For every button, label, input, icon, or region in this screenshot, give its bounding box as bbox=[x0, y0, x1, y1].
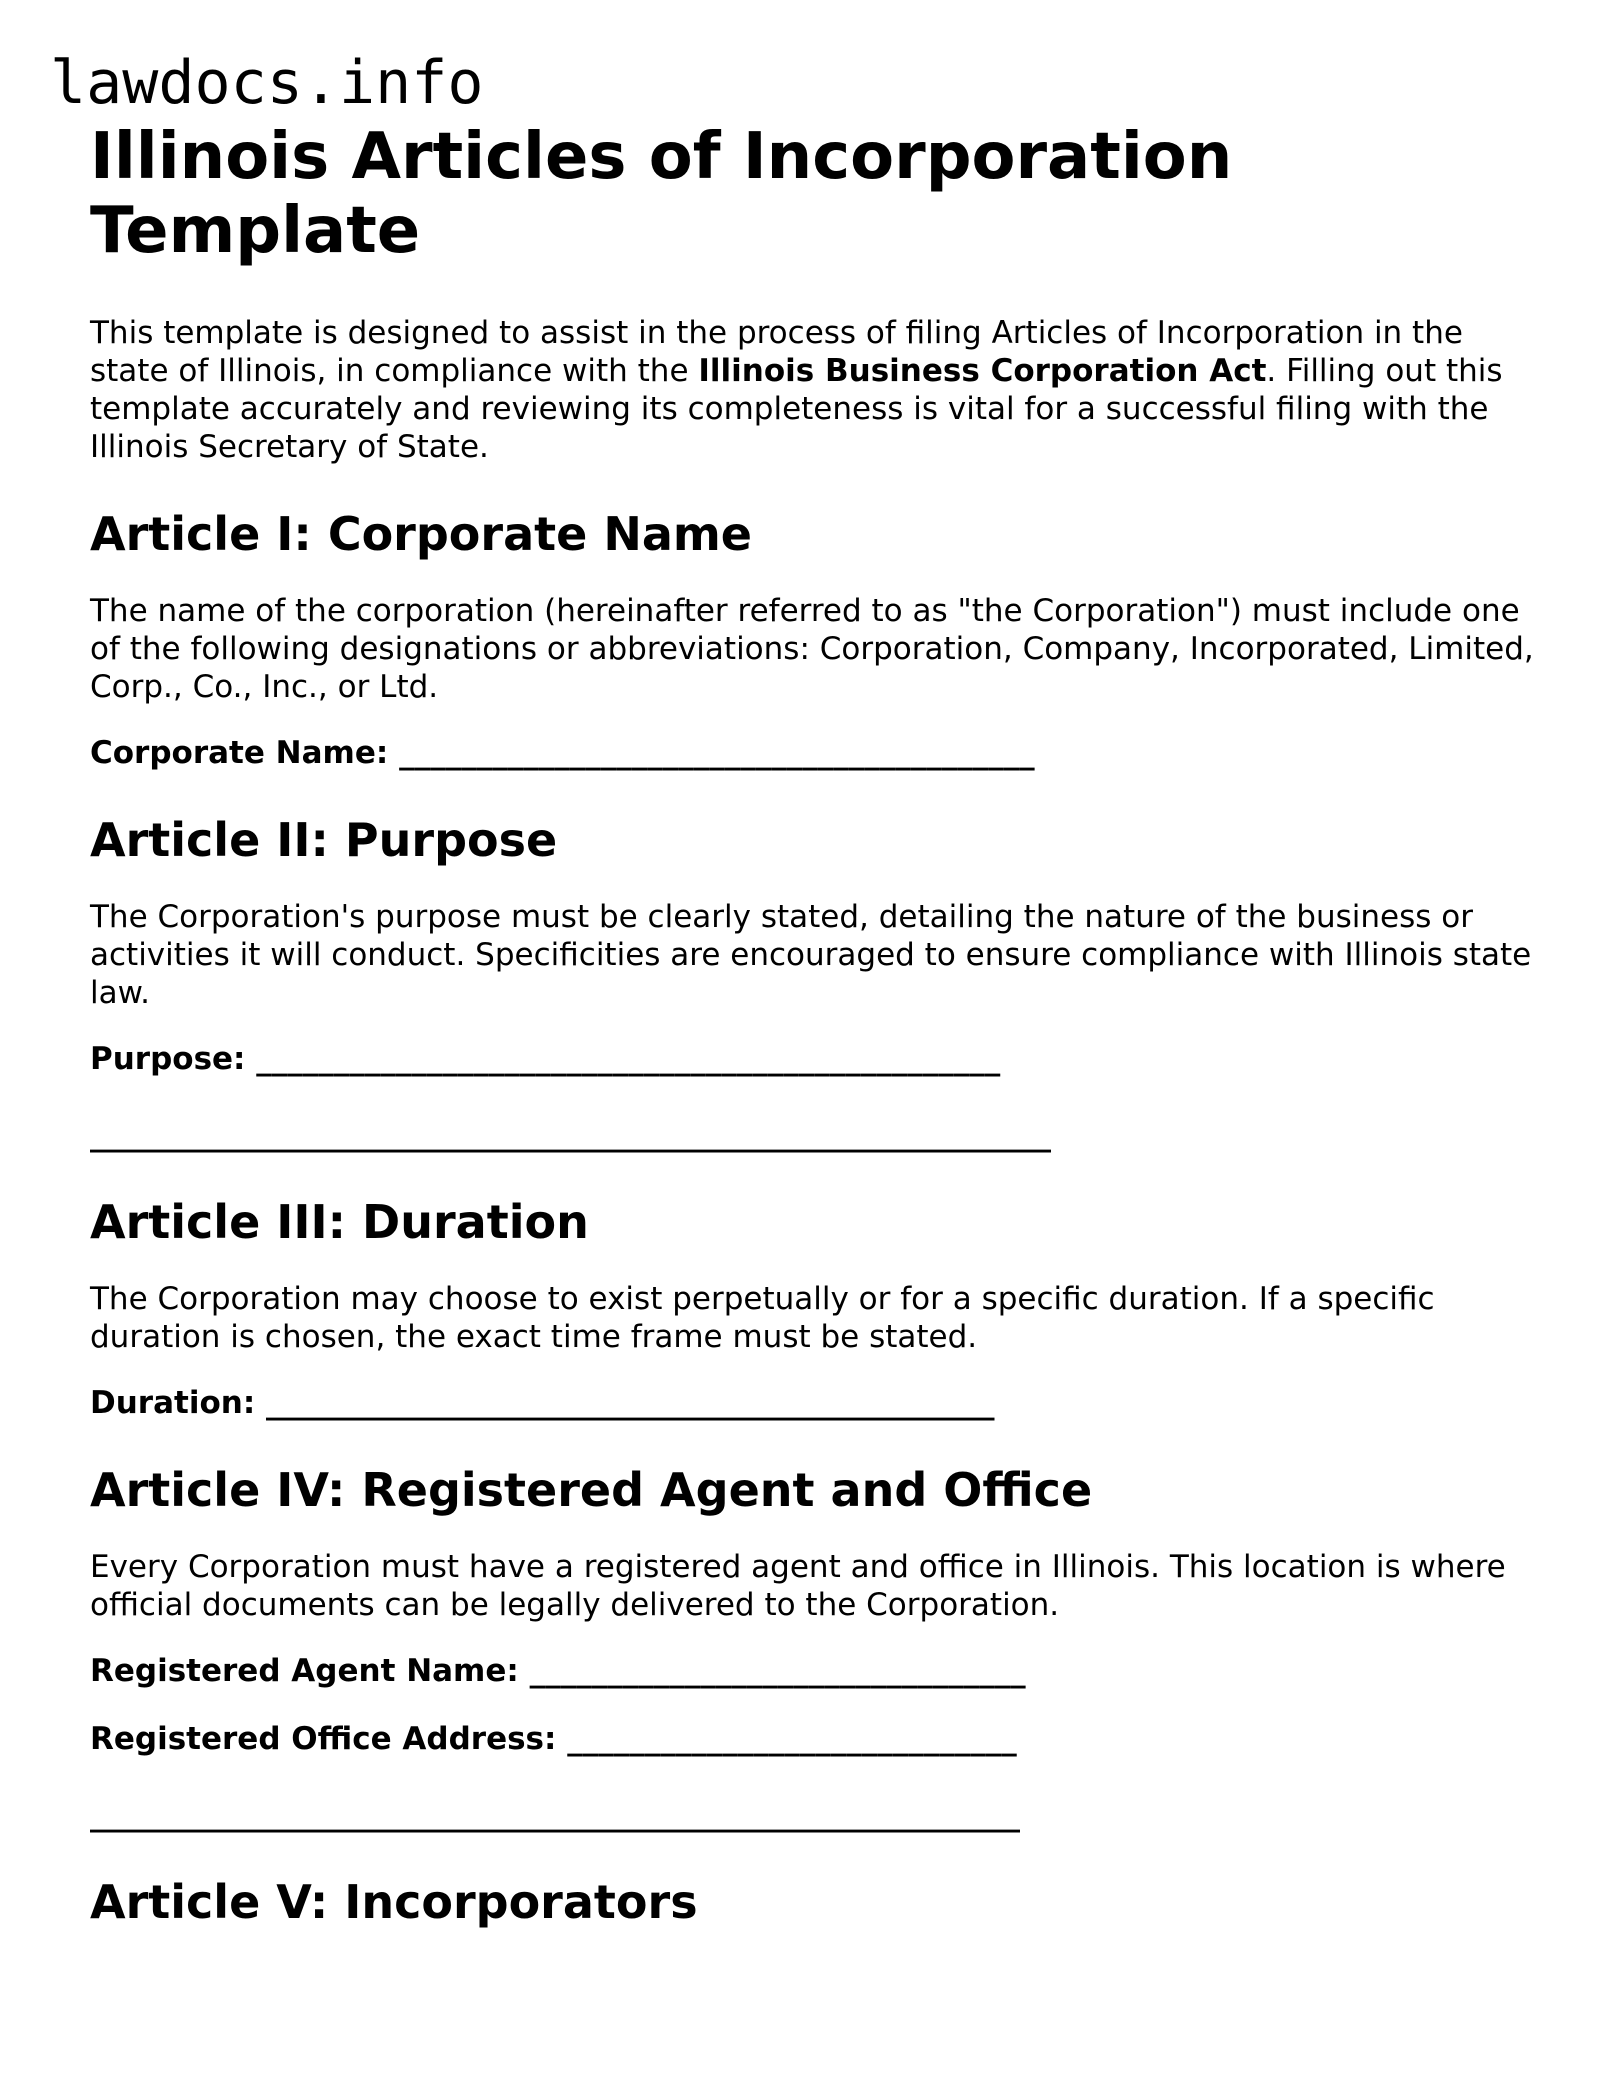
intro-paragraph bbox=[90, 314, 1550, 466]
intro-act-name: Illinois Business Corporation Act bbox=[698, 353, 1267, 389]
purpose-extra-blank[interactable]: ______________________________________________________________ bbox=[90, 1117, 1051, 1153]
duration-blank[interactable]: _______________________________________________ bbox=[266, 1385, 995, 1421]
registered-office-extra-blank[interactable]: ____________________________________________________________ bbox=[90, 1797, 1020, 1833]
purpose-field[interactable] bbox=[90, 1040, 1550, 1078]
corporate-name-label: Corporate Name: bbox=[90, 735, 389, 771]
article-3-body: The Corporation may choose to exist perpetually or for a specific duration. If a specific duration is chosen, the exact time frame must be stated. bbox=[90, 1281, 1435, 1355]
registered-office-address-blank[interactable]: _____________________________ bbox=[567, 1721, 1017, 1757]
document bbox=[90, 120, 1550, 1930]
corporate-name-blank[interactable]: _________________________________________ bbox=[399, 735, 1035, 771]
article-4-body: Every Corporation must have a registered agent and office in Illinois. This location is where official documents can be legally delivered to the Corporation. bbox=[90, 1549, 1506, 1623]
purpose-blank[interactable]: ________________________________________________ bbox=[256, 1041, 1001, 1077]
document-title: Illinois Articles of Incorporation Template bbox=[90, 120, 1233, 268]
article-2-body: The Corporation's purpose must be clearly stated, detailing the nature of the business or activities it will conduct. Specificities are encouraged to ensure compliance with Illinois state law. bbox=[90, 899, 1532, 1011]
article-4-heading: Article IV: Registered Agent and Office bbox=[90, 1463, 1093, 1517]
article-1-section bbox=[90, 506, 1550, 772]
article-3-heading: Article III: Duration bbox=[90, 1195, 589, 1249]
article-4-section bbox=[90, 1462, 1550, 1834]
registered-office-address-field[interactable] bbox=[90, 1720, 1550, 1758]
intro-text-start: This template is designed to assist in the process of filing Articles of Incorporation in the state of Illinois, in compliance with the bbox=[90, 315, 1463, 389]
registered-agent-name-blank[interactable]: ________________________________ bbox=[529, 1653, 1026, 1689]
corporate-name-field[interactable] bbox=[90, 734, 1550, 772]
article-2-section bbox=[90, 812, 1550, 1154]
intro-text-end: . Filling out this template accurately and reviewing its completeness is vital for a successful filing with the Illinois Secretary of State. bbox=[90, 353, 1503, 465]
article-5-heading: Article V: Incorporators bbox=[90, 1875, 698, 1929]
duration-label: Duration: bbox=[90, 1385, 256, 1421]
registered-agent-name-label: Registered Agent Name: bbox=[90, 1653, 519, 1689]
article-2-heading: Article II: Purpose bbox=[90, 813, 558, 867]
watermark: lawdocs.info bbox=[50, 48, 484, 118]
article-1-heading: Article I: Corporate Name bbox=[90, 507, 752, 561]
article-3-section bbox=[90, 1194, 1550, 1422]
article-1-body: The name of the corporation (hereinafter referred to as "the Corporation") must include one of the following designations or abbreviations: Corporation, Company, Incorporated, Limited, Corp., Co., Inc., or Ltd. bbox=[90, 593, 1534, 705]
article-5-section bbox=[90, 1874, 1550, 1930]
registered-office-address-label: Registered Office Address: bbox=[90, 1721, 557, 1757]
purpose-label: Purpose: bbox=[90, 1041, 246, 1077]
registered-agent-name-field[interactable] bbox=[90, 1652, 1550, 1690]
duration-field[interactable] bbox=[90, 1384, 1550, 1422]
